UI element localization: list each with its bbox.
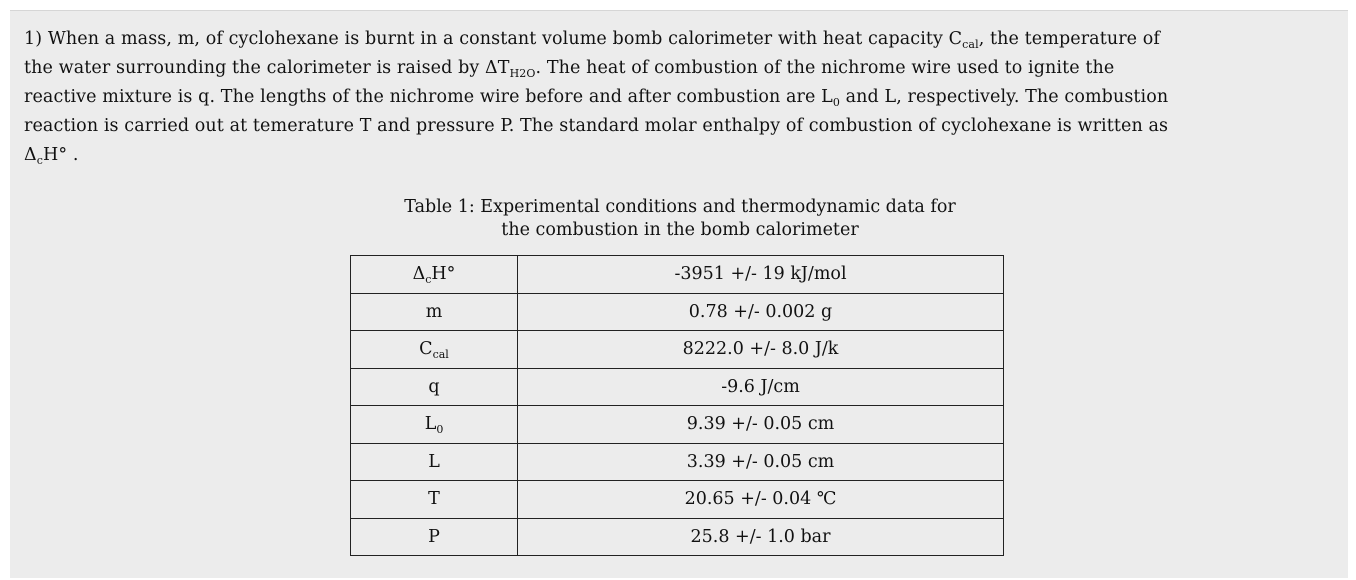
value-cell: -9.6 J/cm (518, 368, 1004, 406)
table-row (351, 256, 1004, 294)
table-row (351, 481, 1004, 519)
table-row (351, 406, 1004, 444)
symbol-cell: q (351, 368, 518, 406)
symbol-cell: T (351, 481, 518, 519)
table-row (351, 368, 1004, 406)
symbol-cell: P (351, 518, 518, 556)
symbol-cell: $L_0$ (351, 406, 518, 444)
symbol-cell: m (351, 293, 518, 331)
value-cell: 0.78 +/- 0.002 g (518, 293, 1004, 331)
question-line-2: the water surrounding the calorimeter is raised by $\Delta T_{H2O}$. The heat of combustion of the nichrome wire used to ignite the (24, 58, 1115, 80)
question-text (24, 25, 1344, 170)
symbol-cell: $\Delta_cH^\circ$ (351, 256, 518, 294)
question-line-1: 1) When a mass, m, of cyclohexane is burnt in a constant volume bomb calorimeter with heat capacity $C_{cal}$, the temperature of (24, 29, 1161, 51)
question-line-3: reactive mixture is q. The lengths of the nichrome wire before and after combustion are $L_0$ and L, respectively. The combustion (24, 87, 1169, 109)
table-caption-line-2: the combustion in the bomb calorimeter (501, 220, 859, 240)
value-cell: 20.65 +/- 0.04 ℃ (518, 481, 1004, 519)
data-table (350, 255, 1004, 556)
question-number: 1) (24, 29, 43, 49)
content-panel (10, 10, 1348, 578)
question-line-5: $\Delta_cH^\circ$ . (24, 145, 79, 167)
value-cell: -3951 +/- 19 kJ/mol (518, 256, 1004, 294)
value-cell: 9.39 +/- 0.05 cm (518, 406, 1004, 444)
symbol-cell: $C_{cal}$ (351, 331, 518, 369)
value-cell: 8222.0 +/- 8.0 J/k (518, 331, 1004, 369)
table-row (351, 443, 1004, 481)
table-caption (350, 196, 1010, 242)
question-line-4: reaction is carried out at temerature T and pressure P. The standard molar enthalpy of combustion of cyclohexane is written as (24, 116, 1169, 136)
value-cell: 25.8 +/- 1.0 bar (518, 518, 1004, 556)
symbol-cell: L (351, 443, 518, 481)
value-cell: 3.39 +/- 0.05 cm (518, 443, 1004, 481)
table-caption-line-1: Table 1: Experimental conditions and thermodynamic data for (404, 197, 956, 217)
table-row (351, 518, 1004, 556)
table-row (351, 293, 1004, 331)
table-row (351, 331, 1004, 369)
